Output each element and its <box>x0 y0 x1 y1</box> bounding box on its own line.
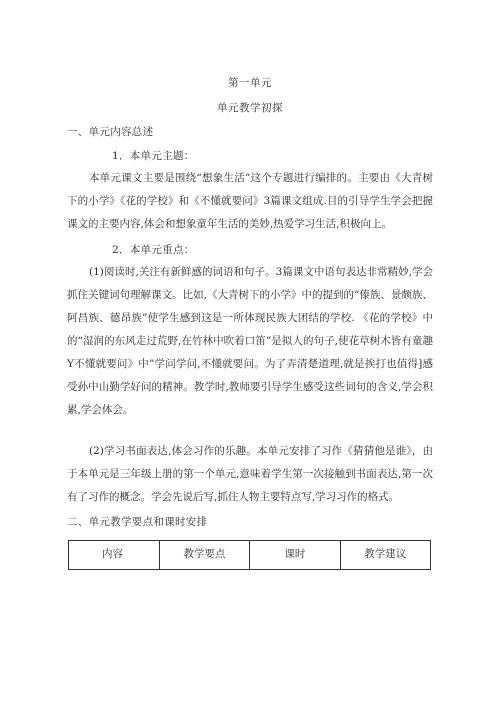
schedule-table <box>68 540 431 570</box>
table-header-content: 内容 <box>69 541 160 569</box>
paragraph-focus-writing: (2)学习书面表达,体会习作的乐趣。本单元安排了习作《猜猜他是谁》，由于本单元是三年级上册的第一个单元,意味着学生第一次接触到书面表达,第一次有了习作的概念。学会先说后写,抓住人物主要特点写,学习习作的格式。 <box>67 445 433 503</box>
table-header-suggestions: 教学建议 <box>364 548 407 560</box>
table-header-key-points: 教学要点 <box>160 541 250 569</box>
document-title: 第一单元 <box>228 77 272 89</box>
section-heading-overview: 一、单元内容总述 <box>67 126 154 138</box>
document-subtitle: 单元教学初探 <box>217 102 283 114</box>
section-heading-schedule: 二、单元教学要点和课时安排 <box>67 516 208 528</box>
item-label-focus: 2．本单元重点： <box>112 244 195 256</box>
table-header-lessons: 课时 <box>250 541 340 569</box>
item-label-theme: 1．本单元主题： <box>112 150 195 162</box>
paragraph-theme: 本单元课文主要是围绕“想象生活”这个专题进行编排的。主要由《大青树下的小学》《花的学校》和《不懂就要问》3篇课文组成.目的引导学生学会把握课文的主要内容,体会和想象童年生活的美妙,热爱学习生活,积极向上。 <box>67 172 433 230</box>
paragraph-focus-reading: (1)阅读时,关注有新鲜感的词语和句子。3篇课文中语句表达非常精妙,学会抓住关键词句理解课文。比如,《大青树下的小学》中的提到的“傣族、景颇族、阿昌族、德昂族”使学生感到这是一所体现民族大团结的学校. 《花的学校》中的“湿润的东风走过荒野,在竹林中吹着口笛”是拟人的句子,使花草树木皆有童趣Y不懂就要问》中”学问学问,不懂就要问。为了弄清楚道理,就是挨打也值得]感受孙中山勤学好问的精神。教学时,教师要引导学生感受这些词句的含义,学会积累,学会体会。 <box>67 266 433 416</box>
